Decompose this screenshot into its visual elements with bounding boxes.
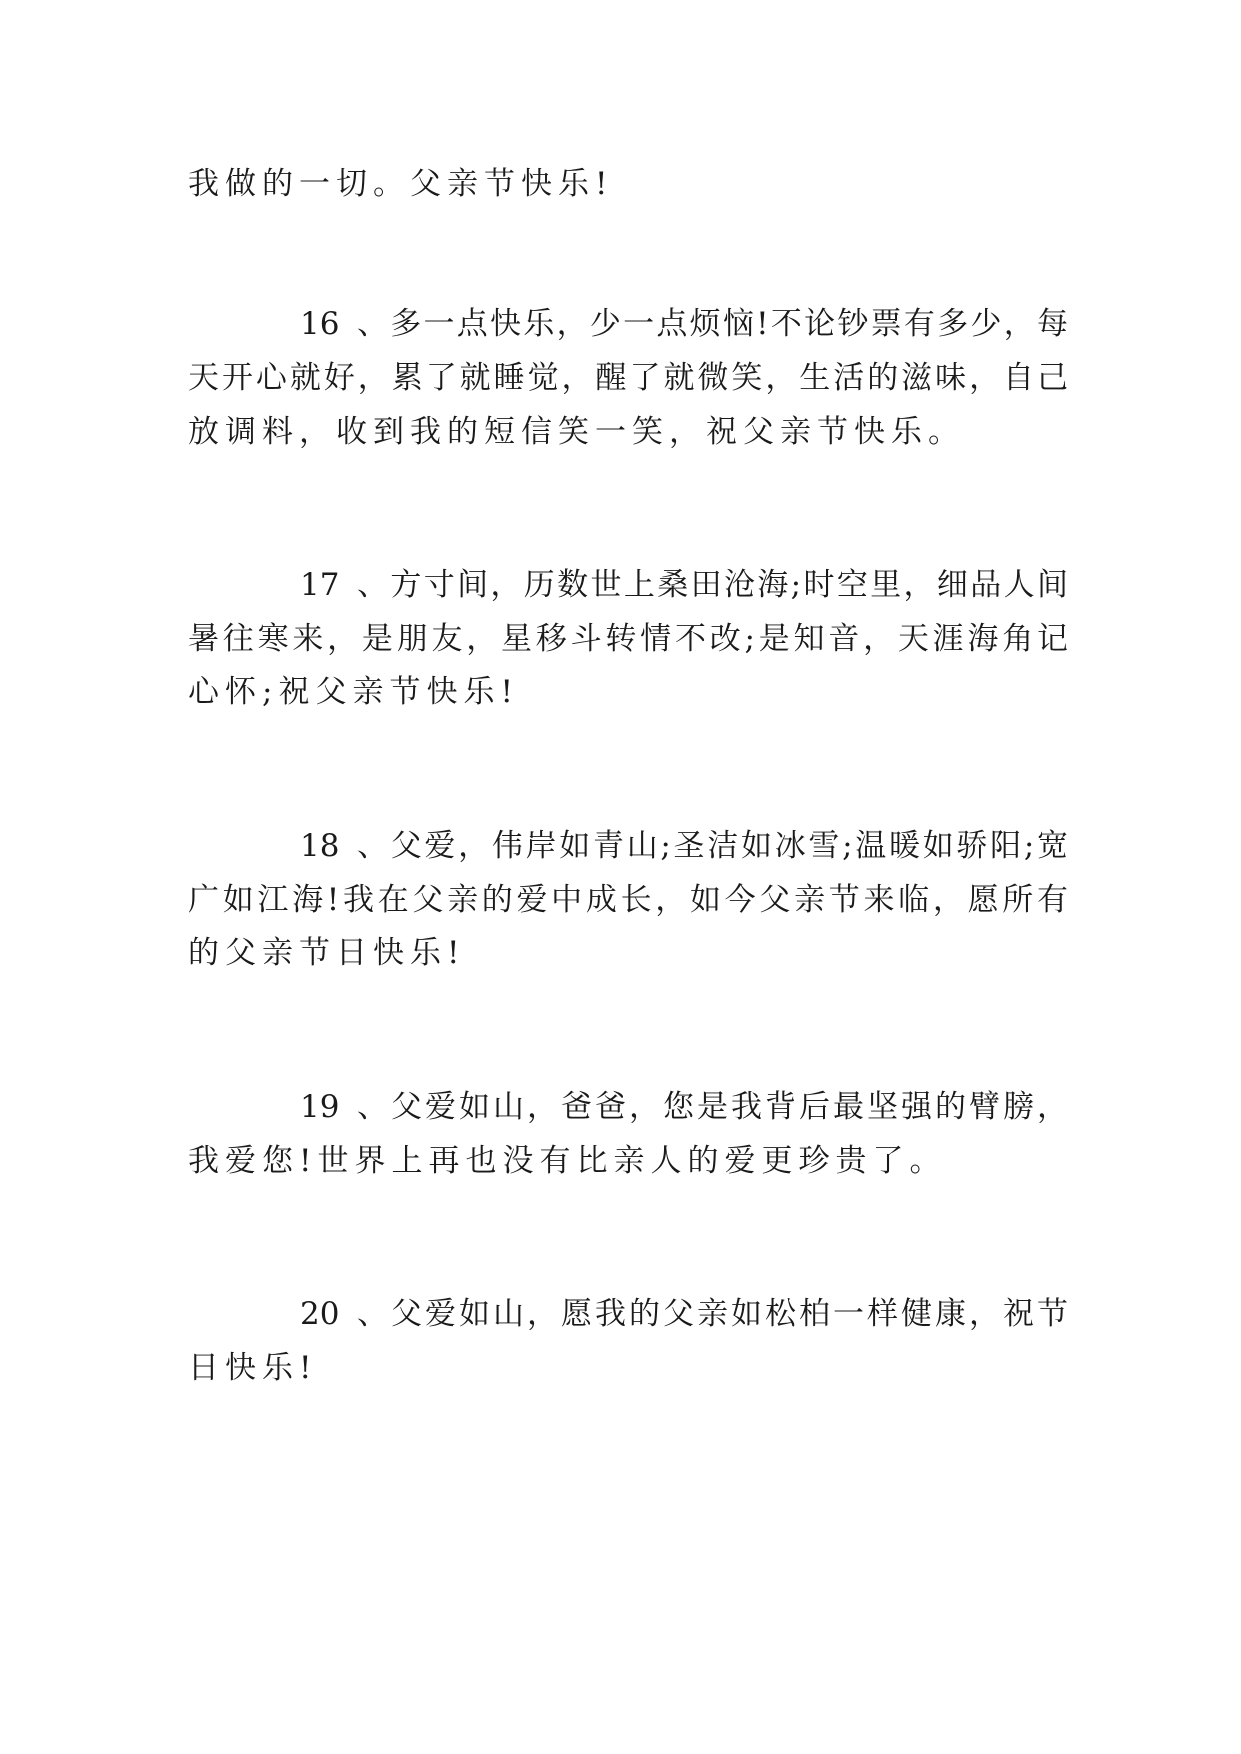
paragraph-16-text-1: 多一点快乐，少一点烦恼!不论钞票有多少，每 — [388, 306, 1068, 342]
paragraph-18-text-1: 父爱，伟岸如青山;圣洁如冰雪;温暖如骄阳;宽 — [388, 828, 1068, 864]
paragraph-18-line-1 — [300, 826, 1068, 866]
paragraph-20-line-2: 日快乐! — [188, 1350, 318, 1386]
paragraph-17-text-1: 方寸间，历数世上桑田沧海;时空里，细品人间 — [388, 567, 1068, 603]
item-number-20: 20、 — [300, 1296, 388, 1332]
paragraph-18-line-2: 广如江海!我在父亲的爱中成长，如今父亲节来临，愿所有 — [188, 882, 1068, 918]
paragraph-16-line-2: 天开心就好，累了就睡觉，醒了就微笑，生活的滋味，自己 — [188, 360, 1068, 396]
paragraph-15-line-3: 我做的一切。父亲节快乐! — [188, 166, 614, 202]
paragraph-20-text-1: 父爱如山，愿我的父亲如松柏一样健康，祝节 — [388, 1296, 1068, 1332]
item-number-18: 18、 — [300, 828, 388, 864]
paragraph-20-line-1 — [300, 1294, 1068, 1334]
paragraph-18-line-3: 的父亲节日快乐! — [188, 935, 466, 971]
paragraph-16-line-1 — [300, 304, 1068, 344]
item-number-16: 16、 — [300, 306, 388, 342]
item-number-17: 17、 — [300, 567, 388, 603]
paragraph-19-line-2: 我爱您!世界上再也没有比亲人的爱更珍贵了。 — [188, 1143, 947, 1179]
item-number-19: 19、 — [300, 1089, 388, 1125]
paragraph-16-line-3: 放调料，收到我的短信笑一笑，祝父亲节快乐。 — [188, 414, 965, 450]
paragraph-19-text-1: 父爱如山，爸爸，您是我背后最坚强的臂膀， — [388, 1089, 1068, 1125]
paragraph-17-line-1 — [300, 565, 1068, 605]
paragraph-17-line-3: 心怀;祝父亲节快乐! — [188, 674, 519, 710]
paragraph-19-line-1 — [300, 1087, 1068, 1127]
paragraph-17-line-2: 暑往寒来，是朋友，星移斗转情不改;是知音，天涯海角记 — [188, 621, 1068, 657]
